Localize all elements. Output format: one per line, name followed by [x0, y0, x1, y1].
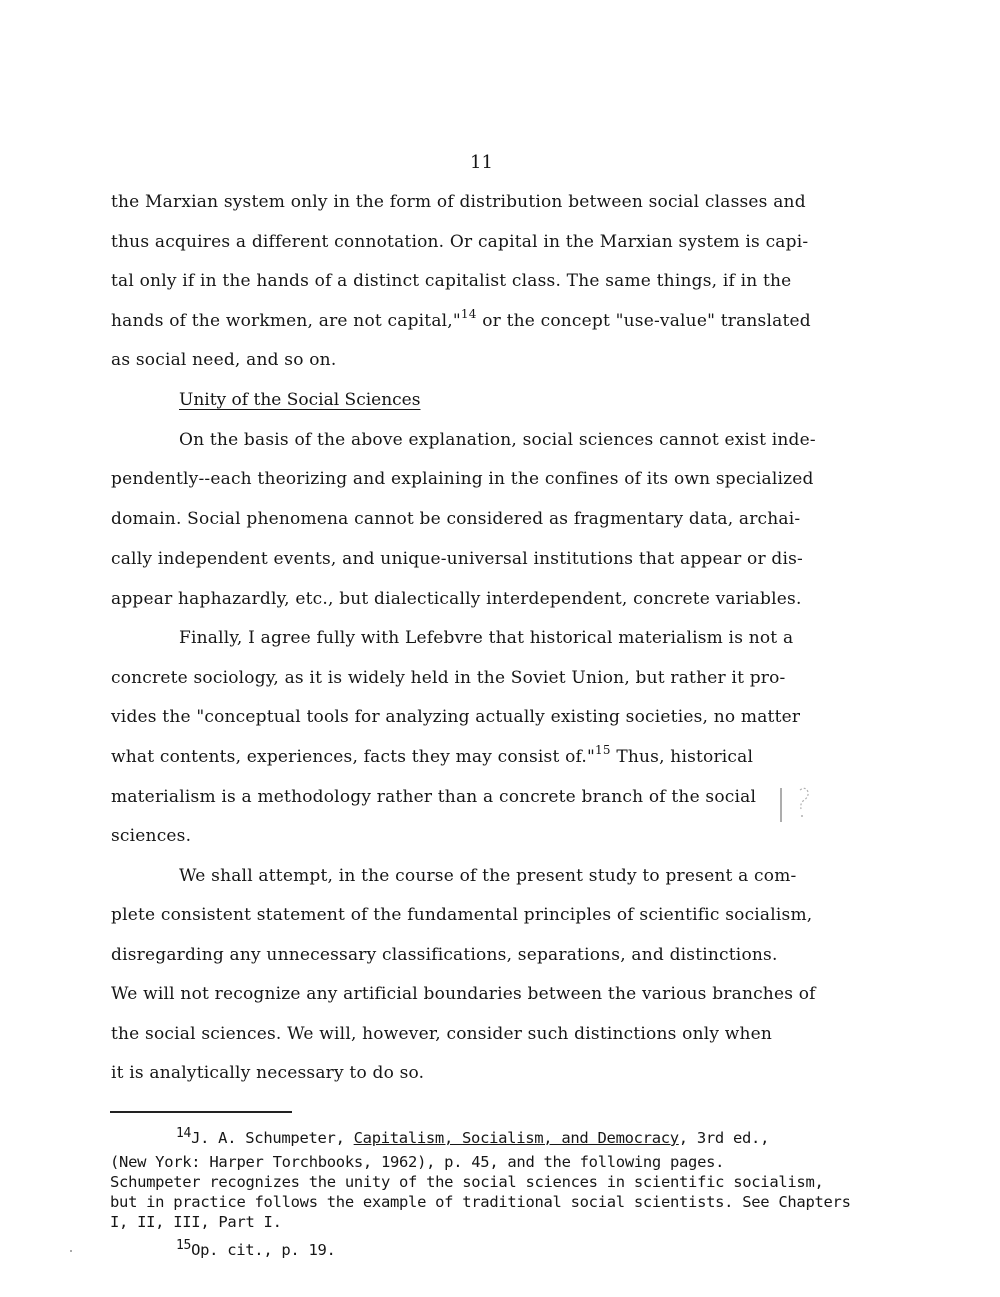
body-line: sciences.	[111, 826, 192, 846]
footnote-ref-15: 15	[595, 743, 611, 757]
footnote-text: , 3rd ed.,	[678, 1129, 770, 1147]
footnote-line: Schumpeter recognizes the unity of the social sciences in scientific socialism,	[110, 1173, 824, 1191]
body-text: or the concept "use-value" translated	[476, 311, 811, 331]
footnote-text: Op. cit., p. 19.	[191, 1241, 336, 1259]
body-line	[111, 743, 754, 767]
margin-annotation-mark	[778, 780, 818, 830]
body-line: as social need, and so on.	[111, 350, 337, 370]
section-heading: Unity of the Social Sciences	[179, 390, 421, 410]
footnote-14	[176, 1126, 770, 1147]
body-line: vides the "conceptual tools for analyzing actually existing societies, no matter	[111, 707, 801, 727]
footnote-text: J. A. Schumpeter,	[191, 1129, 354, 1147]
body-line	[111, 307, 811, 331]
footnote-ref-14: 14	[460, 307, 477, 321]
body-line: it is analytically necessary to do so.	[111, 1063, 425, 1083]
body-text: Thus, historical	[610, 747, 754, 767]
body-line: thus acquires a different connotation. Or capital in the Marxian system is capi-	[111, 232, 809, 252]
body-line: On the basis of the above explanation, social sciences cannot exist inde-	[179, 430, 816, 450]
body-line: pendently--each theorizing and explaining in the confines of its own specialized	[111, 469, 814, 489]
footnote-number: 15	[176, 1238, 192, 1253]
body-line: domain. Social phenomena cannot be considered as fragmentary data, archai-	[111, 509, 801, 529]
body-line: We will not recognize any artificial boundaries between the various branches of	[111, 984, 816, 1004]
footnote-line: I, II, III, Part I.	[110, 1213, 282, 1231]
footnote-number: 14	[176, 1126, 192, 1141]
body-line: disregarding any unnecessary classifications, separations, and distinctions.	[111, 945, 778, 965]
body-line: cally independent events, and unique-universal institutions that appear or dis-	[111, 549, 803, 569]
body-line: the Marxian system only in the form of distribution between social classes and	[111, 192, 806, 212]
body-text: hands of the workmen, are not capital,"	[111, 311, 461, 331]
body-line: We shall attempt, in the course of the present study to present a com-	[179, 866, 797, 886]
body-line: appear haphazardly, etc., but dialectically interdependent, concrete variables.	[111, 589, 802, 609]
body-line: tal only if in the hands of a distinct capitalist class. The same things, if in the	[111, 271, 792, 291]
body-line: materialism is a methodology rather than a concrete branch of the social	[111, 787, 757, 807]
footnote-line: but in practice follows the example of traditional social scientists. See Chapters	[110, 1193, 851, 1211]
body-line: concrete sociology, as it is widely held in the Soviet Union, but rather it pro-	[111, 668, 786, 688]
page-number: 11	[470, 152, 493, 173]
body-text: what contents, experiences, facts they may consist of."	[111, 747, 596, 767]
footnote-15	[176, 1238, 336, 1259]
body-line: plete consistent statement of the fundamental principles of scientific socialism,	[111, 905, 813, 925]
footnote-divider	[110, 1111, 292, 1113]
body-line: the social sciences. We will, however, consider such distinctions only when	[111, 1024, 773, 1044]
footnote-book-title: Capitalism, Socialism, and Democracy	[353, 1129, 679, 1147]
body-line: Finally, I agree fully with Lefebvre that historical materialism is not a	[179, 628, 794, 648]
footnote-line: (New York: Harper Torchbooks, 1962), p. 45, and the following pages.	[110, 1153, 725, 1171]
scan-speck	[70, 1250, 72, 1252]
